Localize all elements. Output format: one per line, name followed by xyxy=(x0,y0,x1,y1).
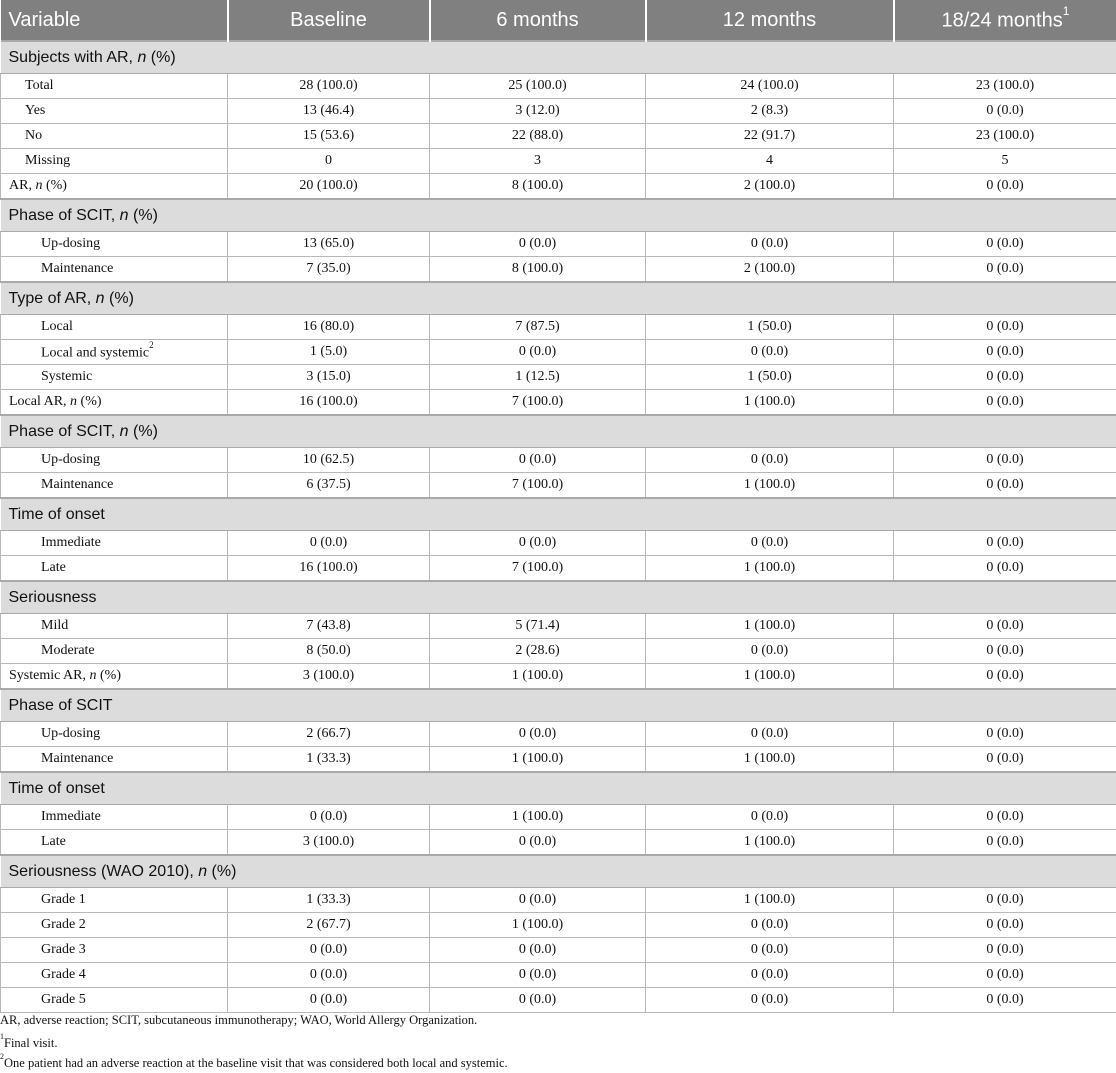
row-label-text: Grade 2 xyxy=(41,917,86,932)
table-row xyxy=(1,257,1116,283)
table-cell: 1 (5.0) xyxy=(228,340,430,365)
table-cell: 0 (0.0) xyxy=(894,365,1116,390)
section-title-tail: (%) xyxy=(207,863,236,880)
row-label xyxy=(1,830,228,856)
row-label xyxy=(1,639,228,664)
row-label xyxy=(1,448,228,473)
table-row xyxy=(1,74,1116,99)
table-cell: 23 (100.0) xyxy=(894,124,1116,149)
table-cell: 3 (100.0) xyxy=(228,830,430,856)
table-cell: 1 (100.0) xyxy=(646,888,894,913)
footnote-2-text: One patient had an adverse reaction at the baseline visit that was considered both local and systemic. xyxy=(4,1056,508,1070)
row-label-text: Grade 5 xyxy=(41,992,86,1007)
table-cell: 0 (0.0) xyxy=(894,664,1116,690)
section-title-text: Time of onset xyxy=(9,780,105,797)
table-cell: 3 (100.0) xyxy=(228,664,430,690)
table-cell: 0 (0.0) xyxy=(646,963,894,988)
row-label xyxy=(1,805,228,830)
row-label xyxy=(1,556,228,582)
row-label-text: Immediate xyxy=(41,809,101,824)
summary-label xyxy=(1,390,228,416)
table-cell: 0 (0.0) xyxy=(646,988,894,1013)
row-label xyxy=(1,531,228,556)
table-row xyxy=(1,315,1116,340)
header-12-months: 12 months xyxy=(646,0,894,41)
row-label-text: Local and systemic xyxy=(41,345,149,360)
table-cell: 1 (100.0) xyxy=(646,830,894,856)
table-cell: 2 (67.7) xyxy=(228,913,430,938)
header-row xyxy=(1,0,1116,41)
summary-label-italic: n xyxy=(70,394,77,409)
table-cell: 0 (0.0) xyxy=(894,614,1116,639)
section-title xyxy=(1,772,1116,805)
row-label xyxy=(1,963,228,988)
table-cell: 7 (35.0) xyxy=(228,257,430,283)
row-label-text: Immediate xyxy=(41,535,101,550)
row-label xyxy=(1,340,228,365)
table-cell: 4 xyxy=(646,149,894,174)
row-label xyxy=(1,149,228,174)
header-6-months: 6 months xyxy=(430,0,646,41)
table-cell: 1 (100.0) xyxy=(646,390,894,416)
table-cell: 7 (100.0) xyxy=(430,556,646,582)
header-footnote-mark: 1 xyxy=(1063,4,1070,18)
table-cell: 0 (0.0) xyxy=(894,888,1116,913)
table-cell: 7 (43.8) xyxy=(228,614,430,639)
table-row xyxy=(1,722,1116,747)
header-variable: Variable xyxy=(1,0,228,41)
row-label-text: Late xyxy=(41,834,66,849)
table-cell: 1 (100.0) xyxy=(430,913,646,938)
table-cell: 2 (100.0) xyxy=(646,174,894,200)
table-cell: 0 (0.0) xyxy=(646,722,894,747)
table-cell: 1 (100.0) xyxy=(430,747,646,773)
section-header-row xyxy=(1,689,1116,722)
section-title xyxy=(1,689,1116,722)
table-cell: 0 (0.0) xyxy=(228,988,430,1013)
table-cell: 20 (100.0) xyxy=(228,174,430,200)
table-cell: 28 (100.0) xyxy=(228,74,430,99)
row-label xyxy=(1,747,228,773)
table-cell: 15 (53.6) xyxy=(228,124,430,149)
table-cell: 7 (100.0) xyxy=(430,473,646,499)
section-title-text: Phase of SCIT xyxy=(9,697,113,714)
row-label-text: Grade 1 xyxy=(41,892,86,907)
section-title-tail: (%) xyxy=(129,207,158,224)
table-row xyxy=(1,340,1116,365)
footnote-1-mark: 1 xyxy=(0,1032,4,1041)
summary-label xyxy=(1,174,228,200)
table-cell: 2 (8.3) xyxy=(646,99,894,124)
table-cell: 0 xyxy=(228,149,430,174)
table-row xyxy=(1,805,1116,830)
footnote-2 xyxy=(0,1050,1116,1070)
section-title xyxy=(1,855,1116,888)
table-cell: 7 (87.5) xyxy=(430,315,646,340)
section-title-text: Type of AR, xyxy=(9,290,96,307)
table-cell: 0 (0.0) xyxy=(894,448,1116,473)
row-label-text: Late xyxy=(41,560,66,575)
row-label xyxy=(1,257,228,283)
table-row xyxy=(1,639,1116,664)
table-cell: 0 (0.0) xyxy=(894,315,1116,340)
table-cell: 0 (0.0) xyxy=(228,805,430,830)
table-cell: 0 (0.0) xyxy=(646,531,894,556)
table-cell: 0 (0.0) xyxy=(646,913,894,938)
row-label-text: Grade 3 xyxy=(41,942,86,957)
summary-label-tail: (%) xyxy=(97,668,122,683)
section-header-row xyxy=(1,415,1116,448)
table-cell: 0 (0.0) xyxy=(894,913,1116,938)
table-cell: 13 (65.0) xyxy=(228,232,430,257)
table-cell: 0 (0.0) xyxy=(430,888,646,913)
table-cell: 1 (100.0) xyxy=(646,747,894,773)
section-header-row xyxy=(1,282,1116,315)
row-label-text: Moderate xyxy=(41,643,95,658)
section-title xyxy=(1,282,1116,315)
table-row xyxy=(1,556,1116,582)
table-cell: 0 (0.0) xyxy=(646,805,894,830)
table-cell: 5 xyxy=(894,149,1116,174)
table-cell: 0 (0.0) xyxy=(228,963,430,988)
table-cell: 0 (0.0) xyxy=(894,988,1116,1013)
table-cell: 0 (0.0) xyxy=(894,99,1116,124)
summary-label-tail: (%) xyxy=(77,394,102,409)
row-label xyxy=(1,232,228,257)
row-label-text: Systemic xyxy=(41,369,92,384)
section-title xyxy=(1,581,1116,614)
table-cell: 8 (100.0) xyxy=(430,257,646,283)
table-cell: 0 (0.0) xyxy=(894,805,1116,830)
section-title-tail: (%) xyxy=(129,423,158,440)
table-row xyxy=(1,747,1116,773)
table-row xyxy=(1,614,1116,639)
summary-label-text: Systemic AR, xyxy=(9,668,90,683)
table-cell: 0 (0.0) xyxy=(646,448,894,473)
table-cell: 16 (80.0) xyxy=(228,315,430,340)
section-title-italic: n xyxy=(120,423,129,440)
table-cell: 0 (0.0) xyxy=(430,340,646,365)
row-label xyxy=(1,365,228,390)
table-cell: 0 (0.0) xyxy=(430,722,646,747)
table-row xyxy=(1,448,1116,473)
row-label-text: Up-dosing xyxy=(41,452,100,467)
table-cell: 6 (37.5) xyxy=(228,473,430,499)
footnote-2-mark: 2 xyxy=(0,1052,4,1061)
table-row xyxy=(1,124,1116,149)
summary-row xyxy=(1,390,1116,416)
table-cell: 8 (100.0) xyxy=(430,174,646,200)
section-title-italic: n xyxy=(120,207,129,224)
summary-label-italic: n xyxy=(90,668,97,683)
summary-label-italic: n xyxy=(35,178,42,193)
table-cell: 0 (0.0) xyxy=(430,830,646,856)
row-label-text: Maintenance xyxy=(41,751,113,766)
section-header-row xyxy=(1,41,1116,74)
table-cell: 0 (0.0) xyxy=(430,988,646,1013)
row-label xyxy=(1,74,228,99)
row-label-text: Maintenance xyxy=(41,477,113,492)
row-label-text: Total xyxy=(25,78,54,93)
row-label xyxy=(1,315,228,340)
row-label xyxy=(1,913,228,938)
summary-label-text: Local AR, xyxy=(9,394,70,409)
table-cell: 7 (100.0) xyxy=(430,390,646,416)
table-cell: 22 (88.0) xyxy=(430,124,646,149)
section-title-italic: n xyxy=(96,290,105,307)
table-cell: 1 (100.0) xyxy=(430,664,646,690)
table-cell: 0 (0.0) xyxy=(894,390,1116,416)
table-cell: 2 (66.7) xyxy=(228,722,430,747)
table-row xyxy=(1,938,1116,963)
table-row xyxy=(1,99,1116,124)
table-cell: 23 (100.0) xyxy=(894,74,1116,99)
header-18-24-months xyxy=(894,0,1116,41)
row-label-text: No xyxy=(25,128,42,143)
summary-label xyxy=(1,664,228,690)
section-title-tail: (%) xyxy=(105,290,134,307)
footnote-1-text: Final visit. xyxy=(4,1036,57,1050)
section-title-italic: n xyxy=(198,863,207,880)
table-row xyxy=(1,365,1116,390)
row-label xyxy=(1,614,228,639)
table-cell: 0 (0.0) xyxy=(646,340,894,365)
section-title-tail: (%) xyxy=(146,49,175,66)
section-title xyxy=(1,41,1116,74)
table-cell: 1 (50.0) xyxy=(646,365,894,390)
table-cell: 0 (0.0) xyxy=(228,531,430,556)
row-label-text: Local xyxy=(41,319,73,334)
table-cell: 0 (0.0) xyxy=(646,938,894,963)
section-title-text: Phase of SCIT, xyxy=(9,423,120,440)
table-cell: 0 (0.0) xyxy=(894,938,1116,963)
footnotes xyxy=(0,1010,1116,1070)
row-footnote-mark: 2 xyxy=(149,340,154,350)
table-cell: 0 (0.0) xyxy=(646,639,894,664)
table-row xyxy=(1,963,1116,988)
table-cell: 0 (0.0) xyxy=(894,340,1116,365)
table-cell: 13 (46.4) xyxy=(228,99,430,124)
table-cell: 0 (0.0) xyxy=(894,747,1116,773)
table-cell: 1 (100.0) xyxy=(646,556,894,582)
table-row xyxy=(1,830,1116,856)
table-cell: 3 (12.0) xyxy=(430,99,646,124)
row-label xyxy=(1,888,228,913)
row-label xyxy=(1,988,228,1013)
table-row xyxy=(1,988,1116,1013)
row-label-text: Missing xyxy=(25,153,70,168)
header-baseline: Baseline xyxy=(228,0,430,41)
table-cell: 0 (0.0) xyxy=(894,257,1116,283)
summary-label-text: AR, xyxy=(9,178,35,193)
row-label xyxy=(1,124,228,149)
header-18-24-label: 18/24 months xyxy=(942,9,1063,31)
table-row xyxy=(1,149,1116,174)
row-label-text: Yes xyxy=(25,103,45,118)
section-header-row xyxy=(1,199,1116,232)
table-cell: 1 (100.0) xyxy=(430,805,646,830)
table-row xyxy=(1,531,1116,556)
table-cell: 0 (0.0) xyxy=(430,531,646,556)
section-title-text: Phase of SCIT, xyxy=(9,207,120,224)
table-cell: 16 (100.0) xyxy=(228,556,430,582)
row-label xyxy=(1,722,228,747)
section-header-row xyxy=(1,581,1116,614)
table-cell: 24 (100.0) xyxy=(646,74,894,99)
section-header-row xyxy=(1,855,1116,888)
table-cell: 0 (0.0) xyxy=(894,963,1116,988)
table-cell: 1 (33.3) xyxy=(228,747,430,773)
section-title xyxy=(1,415,1116,448)
table-cell: 0 (0.0) xyxy=(646,232,894,257)
row-label-text: Mild xyxy=(41,618,68,633)
table-cell: 16 (100.0) xyxy=(228,390,430,416)
table-cell: 1 (100.0) xyxy=(646,664,894,690)
row-label-text: Maintenance xyxy=(41,261,113,276)
section-title xyxy=(1,199,1116,232)
row-label xyxy=(1,99,228,124)
summary-row xyxy=(1,174,1116,200)
table-cell: 0 (0.0) xyxy=(430,448,646,473)
row-label-text: Up-dosing xyxy=(41,236,100,251)
section-header-row xyxy=(1,498,1116,531)
section-title xyxy=(1,498,1116,531)
table-cell: 2 (100.0) xyxy=(646,257,894,283)
table-cell: 25 (100.0) xyxy=(430,74,646,99)
table-cell: 0 (0.0) xyxy=(894,174,1116,200)
table-cell: 0 (0.0) xyxy=(430,963,646,988)
table-cell: 0 (0.0) xyxy=(894,830,1116,856)
table-cell: 10 (62.5) xyxy=(228,448,430,473)
table-cell: 5 (71.4) xyxy=(430,614,646,639)
table-cell: 0 (0.0) xyxy=(430,232,646,257)
table-cell: 1 (33.3) xyxy=(228,888,430,913)
section-title-text: Time of onset xyxy=(9,506,105,523)
summary-row xyxy=(1,664,1116,690)
table-cell: 1 (100.0) xyxy=(646,614,894,639)
row-label xyxy=(1,473,228,499)
table-cell: 0 (0.0) xyxy=(894,722,1116,747)
table-cell: 1 (100.0) xyxy=(646,473,894,499)
row-label-text: Grade 4 xyxy=(41,967,86,982)
section-title-text: Seriousness (WAO 2010), xyxy=(9,863,199,880)
section-title-italic: n xyxy=(137,49,146,66)
row-label xyxy=(1,938,228,963)
table-cell: 0 (0.0) xyxy=(894,232,1116,257)
table-body xyxy=(1,41,1116,1013)
table-row xyxy=(1,913,1116,938)
table-cell: 8 (50.0) xyxy=(228,639,430,664)
section-title-text: Subjects with AR, xyxy=(9,49,138,66)
table-row xyxy=(1,232,1116,257)
table-row xyxy=(1,888,1116,913)
table-cell: 0 (0.0) xyxy=(430,938,646,963)
table-row xyxy=(1,473,1116,499)
table-cell: 22 (91.7) xyxy=(646,124,894,149)
row-label-text: Up-dosing xyxy=(41,726,100,741)
summary-label-tail: (%) xyxy=(42,178,67,193)
footnote-abbreviations: AR, adverse reaction; SCIT, subcutaneous immunotherapy; WAO, World Allergy Organization. xyxy=(0,1010,1116,1030)
table-cell: 0 (0.0) xyxy=(894,473,1116,499)
table-cell: 0 (0.0) xyxy=(228,938,430,963)
table-cell: 0 (0.0) xyxy=(894,556,1116,582)
table-cell: 2 (28.6) xyxy=(430,639,646,664)
section-header-row xyxy=(1,772,1116,805)
table-cell: 0 (0.0) xyxy=(894,531,1116,556)
table-cell: 1 (50.0) xyxy=(646,315,894,340)
table-cell: 0 (0.0) xyxy=(894,639,1116,664)
table-cell: 1 (12.5) xyxy=(430,365,646,390)
table-cell: 3 xyxy=(430,149,646,174)
table-cell: 3 (15.0) xyxy=(228,365,430,390)
footnote-1 xyxy=(0,1030,1116,1050)
section-title-text: Seriousness xyxy=(9,589,97,606)
